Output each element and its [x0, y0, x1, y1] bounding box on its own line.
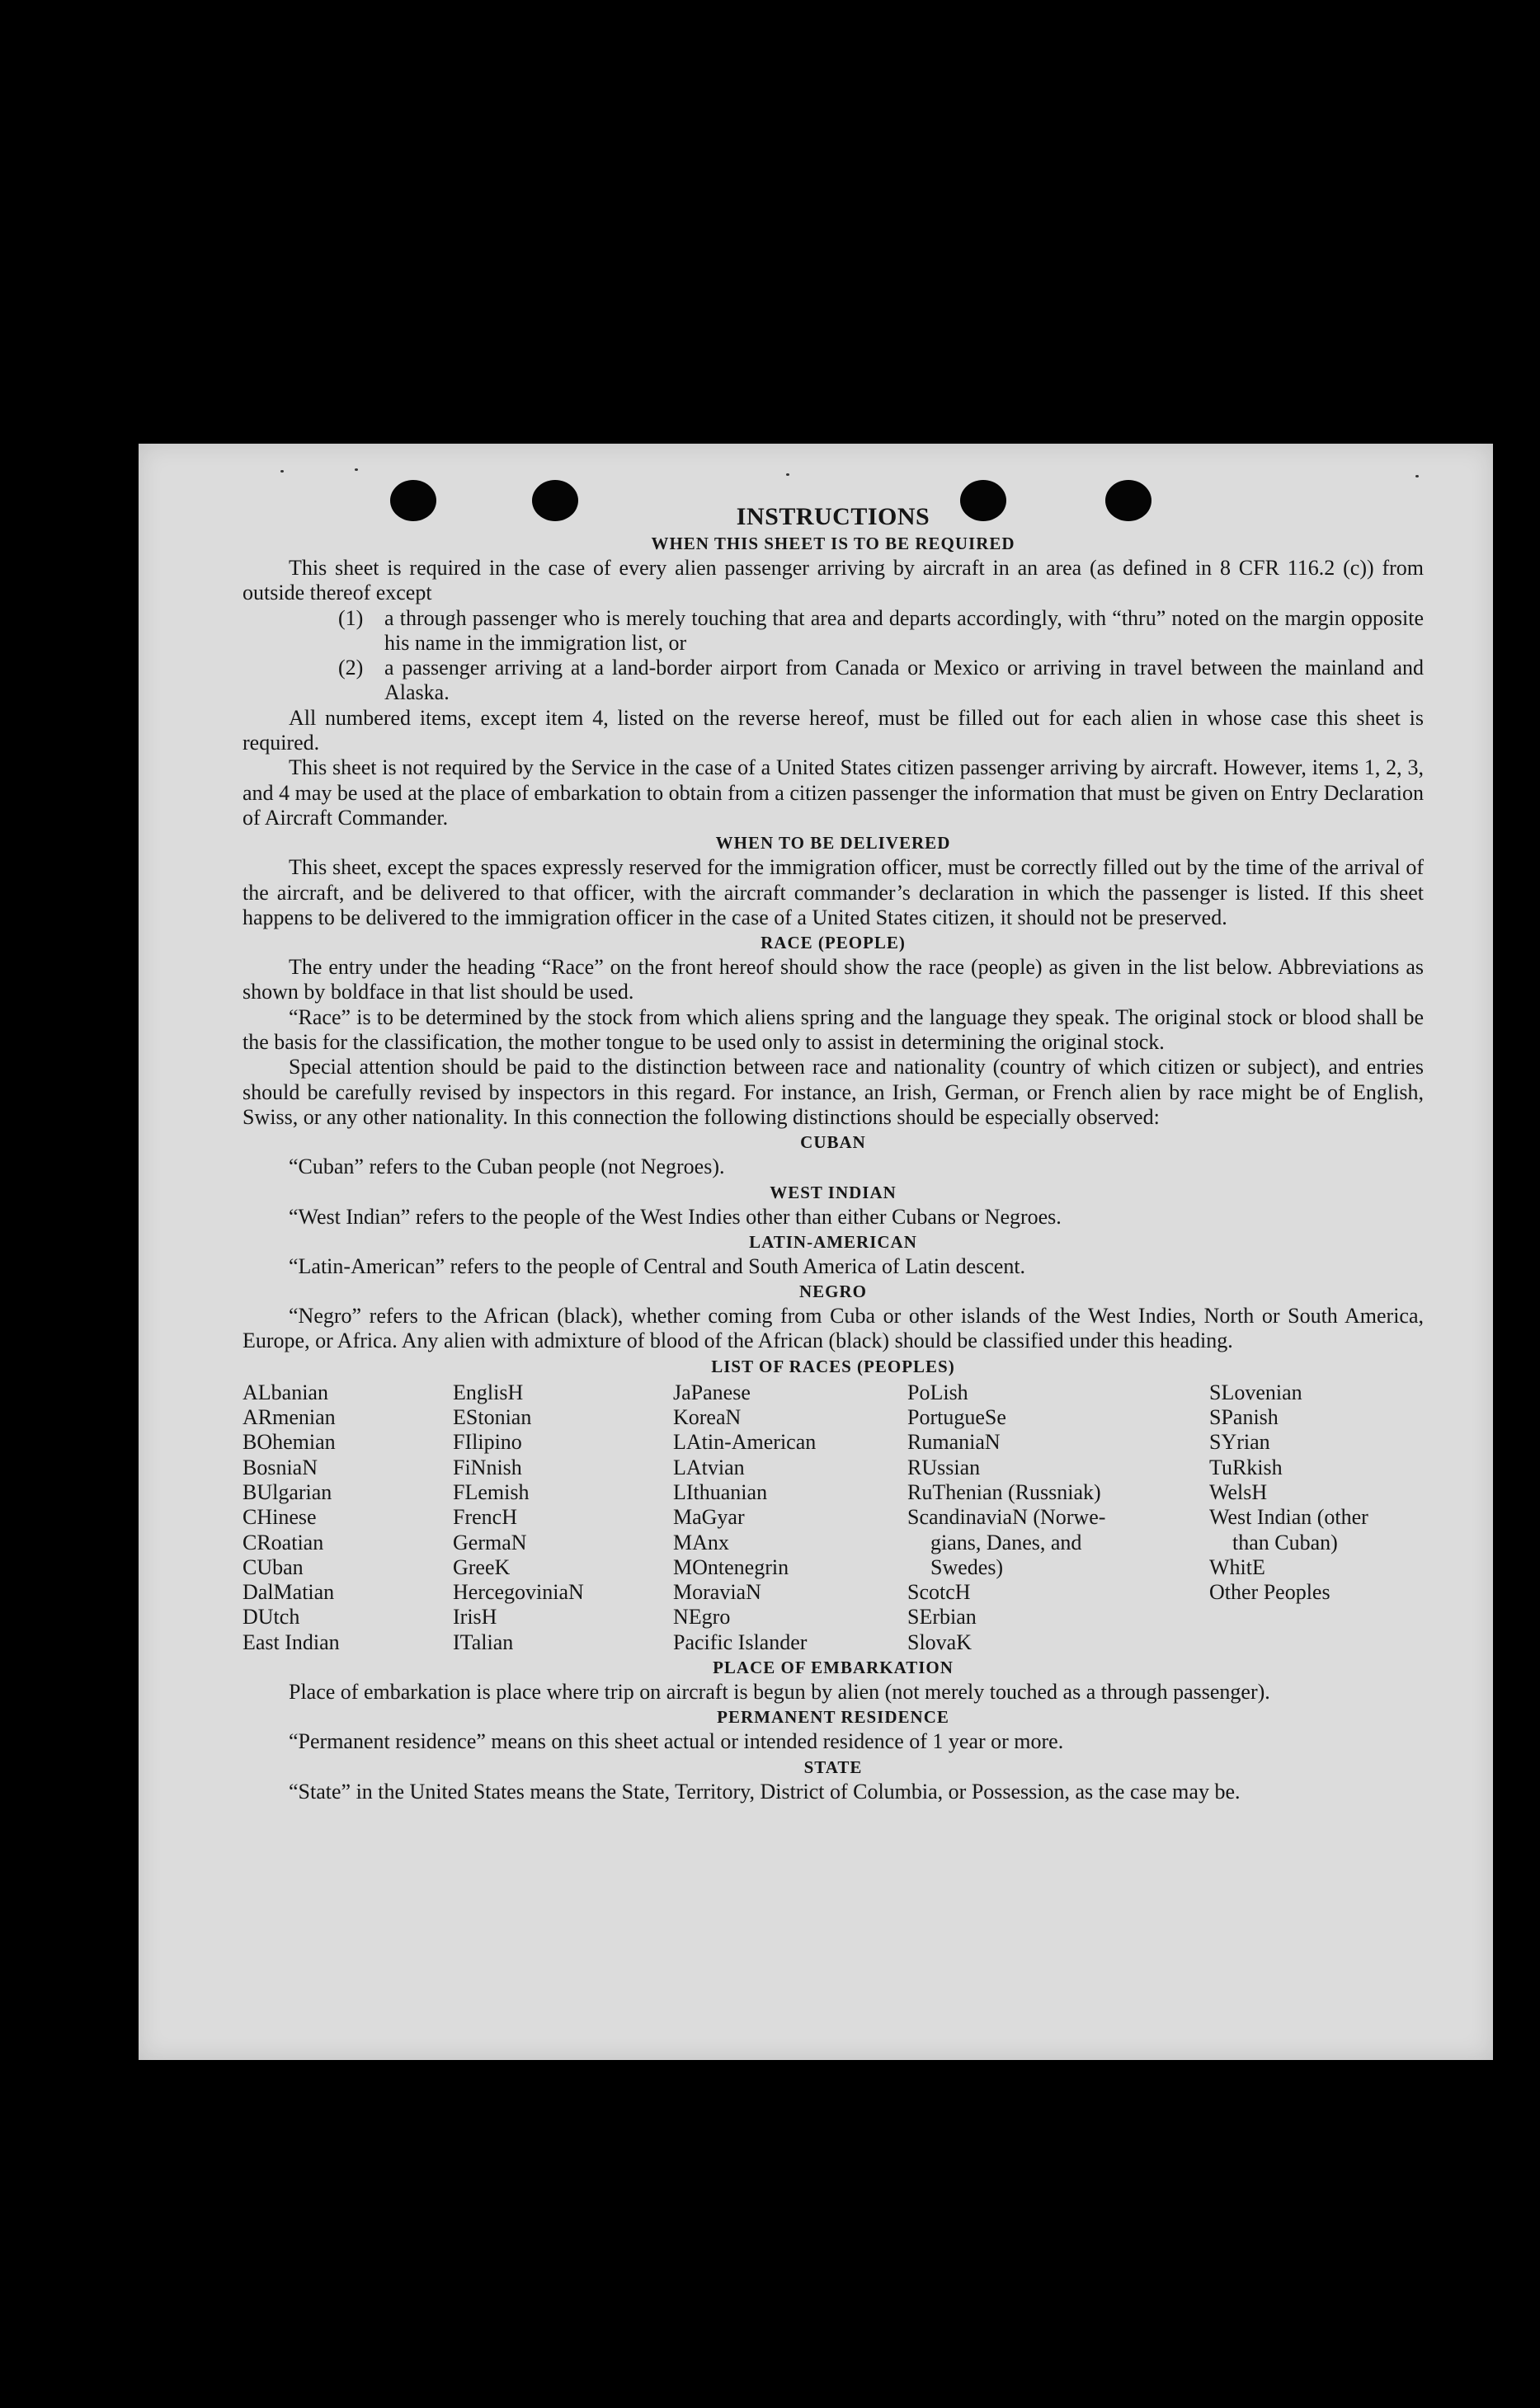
- race-item: BosniaN: [243, 1455, 318, 1479]
- paragraph-delivered: This sheet, except the spaces expressly reserved for the immigration officer, must be correctly filled out by the time of the arrival of the aircraft, and be delivered to that officer, with the aircraft commander’s declaration in which the passenger is listed. If this sheet happens to be delivered to the immigration officer in the case of a United States citizen, it should not be preserved.: [243, 855, 1424, 929]
- paragraph-race-definition: “Race” is to be determined by the stock from which aliens spring and the language they speak. The original stock or blood shall be the basis for the classification, the mother tongue to be used only to assist in determining the original stock.: [243, 1004, 1424, 1055]
- race-item: West Indian (other: [1209, 1505, 1368, 1530]
- paragraph-required: This sheet is required in the case of every alien passenger arriving by aircraft in an area (as defined in 8 CFR 116.2 (c)) from outside thereof except: [243, 556, 1424, 605]
- race-item: SLovenian: [1209, 1380, 1302, 1404]
- race-item: Other Peoples: [1209, 1580, 1330, 1605]
- race-item: SErbian: [907, 1605, 977, 1630]
- paragraph-negro: “Negro” refers to the African (black), whether coming from Cuba or other islands of the West Indies, North or South America, Europe, or Africa. Any alien with admixture of blood of the African (black) should be classified under this heading.: [243, 1304, 1424, 1353]
- race-item: LIthuanian: [673, 1479, 768, 1504]
- heading-west-indian: WEST INDIAN: [770, 1182, 897, 1202]
- races-column-5: [1209, 1380, 1424, 1655]
- heading-latin-american: LATIN-AMERICAN: [749, 1231, 917, 1252]
- heading-place-of-embarkation: PLACE OF EMBARKATION: [713, 1657, 954, 1677]
- heading-when-delivered: WHEN TO BE DELIVERED: [715, 833, 951, 854]
- heading-permanent-residence: PERMANENT RESIDENCE: [717, 1707, 949, 1728]
- item-number: (2): [338, 656, 364, 680]
- race-item: BUlgarian: [243, 1479, 332, 1504]
- race-item: DalMatian: [243, 1580, 335, 1605]
- page-title: INSTRUCTIONS: [736, 503, 930, 530]
- paragraph-race-entry: The entry under the heading “Race” on the front hereof should show the race (people) as given in the list below. Abbreviations as shown by boldface in that list should be used.: [243, 955, 1424, 1004]
- item-text: a through passenger who is merely touching that area and departs accordingly, with “thru” noted on the margin opposite his name in the immigration list, or: [384, 605, 1424, 655]
- races-column-4: [907, 1380, 1209, 1655]
- heading-when-required: WHEN THIS SHEET IS TO BE REQUIRED: [651, 534, 1015, 553]
- race-item: DUtch: [243, 1605, 300, 1630]
- paper-speck: [280, 470, 284, 473]
- race-item: NEgro: [673, 1605, 731, 1630]
- document-sheet: [139, 444, 1493, 2060]
- heading-state: STATE: [803, 1757, 863, 1777]
- race-item: WelsH: [1209, 1479, 1268, 1504]
- race-item: FrencH: [453, 1505, 517, 1530]
- paragraph-west-indian: “West Indian” refers to the people of the West Indies other than either Cubans or Negroes.: [289, 1204, 1062, 1229]
- race-item: WhitE: [1209, 1554, 1265, 1579]
- race-item: RUssian: [907, 1455, 981, 1479]
- race-item: EnglisH: [453, 1380, 524, 1404]
- race-item: EStonian: [453, 1405, 532, 1430]
- race-item: ALbanian: [243, 1380, 328, 1404]
- race-item: SYrian: [1209, 1430, 1270, 1455]
- race-item: MoraviaN: [673, 1580, 761, 1605]
- item-number: (1): [338, 605, 364, 630]
- race-item: RumaniaN: [907, 1430, 1001, 1455]
- race-item: MAnx: [673, 1530, 729, 1554]
- paragraph-embarkation: Place of embarkation is place where trip on aircraft is begun by alien (not merely touched as a through passenger).: [289, 1679, 1270, 1704]
- race-item: CUban: [243, 1554, 304, 1579]
- race-item: FIlipino: [453, 1430, 522, 1455]
- race-item: SlovaK: [907, 1630, 972, 1654]
- paragraph-citizen: This sheet is not required by the Service in the case of a United States citizen passenger arriving by aircraft. However, items 1, 2, 3, and 4 may be used at the place of embarkation to obtain from a citizen passenger the information that must be given on Entry Declaration of Aircraft Commander.: [243, 755, 1424, 830]
- race-item-continued: Swedes): [930, 1554, 1004, 1579]
- race-item: ITalian: [453, 1630, 514, 1654]
- paragraph-numbered-items: All numbered items, except item 4, listed on the reverse hereof, must be filled out for each alien in whose case this sheet is required.: [243, 705, 1424, 755]
- race-item: FLemish: [453, 1479, 530, 1504]
- race-item: ScotcH: [907, 1580, 971, 1605]
- paper-speck: [786, 473, 789, 476]
- exception-item-1: [338, 606, 1424, 656]
- race-item: LAtin-American: [673, 1430, 817, 1455]
- race-item: CRoatian: [243, 1530, 324, 1554]
- exception-item-2: [338, 656, 1424, 706]
- race-item: KoreaN: [673, 1405, 742, 1430]
- race-item: FiNnish: [453, 1455, 522, 1479]
- heading-list-of-races: LIST OF RACES (PEOPLES): [711, 1356, 955, 1376]
- heading-negro: NEGRO: [798, 1282, 867, 1302]
- paragraph-state: “State” in the United States means the State, Territory, District of Columbia, or Possession, as the case may be.: [289, 1779, 1241, 1804]
- race-item: Pacific Islander: [673, 1630, 808, 1654]
- races-column-2: [453, 1380, 673, 1655]
- item-text: a passenger arriving at a land-border airport from Canada or Mexico or arriving in travel between the mainland and Alaska.: [384, 656, 1424, 705]
- race-item: East Indian: [243, 1630, 340, 1654]
- races-column-3: [673, 1380, 907, 1655]
- paragraph-race-nationality: Special attention should be paid to the distinction between race and nationality (country of which citizen or subject), and entries should be carefully revised by inspectors in this regard. For instance, an Irish, German, or French alien by race might be of English, Swiss, or any other nationality. In this connection the following distinctions should be especially observed:: [243, 1055, 1424, 1129]
- race-item: IrisH: [453, 1605, 497, 1630]
- race-item-continued: gians, Danes, and: [930, 1530, 1082, 1554]
- races-table: [243, 1380, 1424, 1655]
- race-item: MaGyar: [673, 1505, 745, 1530]
- race-item: JaPanese: [673, 1380, 751, 1404]
- race-item: PoLish: [907, 1380, 968, 1404]
- race-item: GermaN: [453, 1530, 527, 1554]
- paragraph-cuban: “Cuban” refers to the Cuban people (not Negroes).: [289, 1155, 725, 1179]
- heading-race: RACE (PEOPLE): [761, 933, 906, 953]
- race-item: HercegoviniaN: [453, 1580, 584, 1605]
- race-item: LAtvian: [673, 1455, 745, 1479]
- race-item: RuThenian (Russniak): [907, 1479, 1101, 1504]
- race-item: GreeK: [453, 1554, 511, 1579]
- paragraph-residence: “Permanent residence” means on this sheet actual or intended residence of 1 year or more.: [289, 1729, 1064, 1754]
- race-item: SPanish: [1209, 1405, 1279, 1430]
- race-item: TuRkish: [1209, 1455, 1283, 1479]
- race-item: PortugueSe: [907, 1405, 1006, 1430]
- paper-speck: [1415, 475, 1419, 477]
- race-item: ScandinaviaN (Norwe-: [907, 1505, 1106, 1530]
- paper-speck: [355, 468, 358, 471]
- heading-cuban: CUBAN: [800, 1132, 866, 1153]
- race-item: MOntenegrin: [673, 1554, 789, 1579]
- race-item-continued: than Cuban): [1232, 1530, 1338, 1554]
- race-item: ARmenian: [243, 1405, 336, 1430]
- race-item: CHinese: [243, 1505, 317, 1530]
- race-item: BOhemian: [243, 1430, 336, 1455]
- instructions-text: [243, 503, 1424, 1804]
- paragraph-latin-american: “Latin-American” refers to the people of Central and South America of Latin descent.: [289, 1253, 1026, 1278]
- races-column-1: [243, 1380, 453, 1655]
